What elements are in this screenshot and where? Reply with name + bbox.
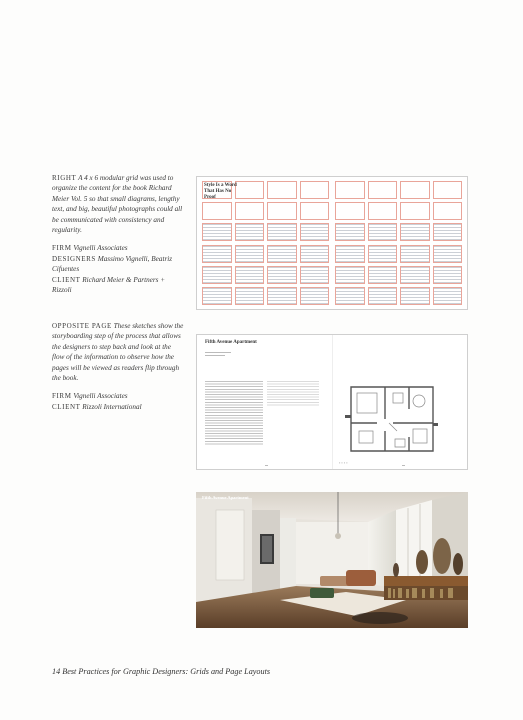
grid-text-block: [369, 267, 397, 283]
grid-text-block: [336, 224, 364, 240]
credit-designers: DESIGNERS Massimo Vignelli, Beatriz Cifuentes: [52, 254, 173, 274]
grid-page-right: [335, 181, 462, 305]
grid-text-block: [203, 224, 231, 240]
grid-module: [433, 181, 463, 199]
layout-spread-title: Fifth Avenue Apartment: [205, 340, 257, 345]
grid-module: [267, 181, 297, 199]
caption-right: [52, 173, 184, 295]
caption-opposite: [52, 321, 184, 412]
grid-spread-title: Style Is a Word That Has No Proof: [204, 183, 237, 200]
grid-text-block: [369, 288, 397, 304]
grid-module: [433, 202, 463, 220]
grid-text-block: [301, 288, 329, 304]
grid-text-block: [203, 267, 231, 283]
body-text-block: [205, 381, 263, 445]
grid-text-block: [301, 246, 329, 262]
grid-text-block: [301, 224, 329, 240]
grid-text-block: [336, 246, 364, 262]
grid-module: [400, 181, 430, 199]
grid-text-block: [434, 288, 462, 304]
grid-text-block: [268, 246, 296, 262]
floor-plan-drawing: [345, 379, 441, 461]
grid-module: [300, 181, 330, 199]
grid-text-block: [268, 288, 296, 304]
grid-text-block: [369, 246, 397, 262]
grid-module: [202, 202, 232, 220]
grid-text-block: [236, 246, 264, 262]
grid-text-block: [401, 246, 429, 262]
grid-module: [368, 202, 398, 220]
spread-fold: [332, 335, 333, 469]
grid-module: [235, 181, 265, 199]
scale-marks: ▪ ▪ ▪ ▪: [339, 460, 348, 465]
interior-photograph: [196, 492, 468, 628]
grid-text-block: [401, 288, 429, 304]
grid-text-block: [236, 267, 264, 283]
grid-text-block: [336, 267, 364, 283]
grid-module: [335, 181, 365, 199]
meta-lines: [205, 352, 231, 356]
caption-lead: OPPOSITE PAGE: [52, 322, 112, 330]
grid-text-block: [236, 288, 264, 304]
credit-firm: FIRM Vignelli Associates: [52, 392, 128, 401]
layout-spread-image: [196, 334, 468, 470]
grid-module: [300, 202, 330, 220]
folio-mark: [265, 465, 268, 466]
caption-lead: RIGHT: [52, 174, 77, 182]
apartment-photo: [196, 492, 468, 628]
grid-text-block: [203, 246, 231, 262]
page-footer: 14 Best Practices for Graphic Designers: Grids and Page Layouts: [52, 667, 271, 676]
grid-text-block: [369, 224, 397, 240]
grid-text-block: [268, 224, 296, 240]
grid-text-block: [401, 224, 429, 240]
photo-overlay-title: Fifth Avenue Apartment: [202, 495, 249, 500]
caption-text: A 4 x 6 modular grid was used to organize the content for the book Richard Meier Vol. 5 so that small diagrams, lengthy text, and big, beautiful photographs could all be communicated with consistency and regularity.: [52, 174, 183, 235]
grid-module: [368, 181, 398, 199]
grid-module: [267, 202, 297, 220]
folio-mark: [402, 465, 405, 466]
credit-client: CLIENT Richard Meier & Partners + Rizzoli: [52, 275, 166, 295]
grid-module: [235, 202, 265, 220]
grid-text-block: [336, 288, 364, 304]
body-text-block: [267, 381, 319, 407]
grid-module: [400, 202, 430, 220]
grid-text-block: [434, 267, 462, 283]
grid-text-block: [203, 288, 231, 304]
grid-text-block: [268, 267, 296, 283]
grid-text-block: [434, 224, 462, 240]
credits: [52, 391, 184, 412]
grid-text-block: [236, 224, 264, 240]
credits: [52, 243, 184, 295]
grid-text-block: [434, 246, 462, 262]
grid-module: [335, 202, 365, 220]
caption-text: These sketches show the storyboarding step of the process that allows the designers to step back and look at the flow of the information to observe how the pages will be viewed as readers flip through the book.: [52, 322, 184, 383]
credit-client: CLIENT Rizzoli International: [52, 402, 142, 411]
grid-text-block: [401, 267, 429, 283]
grid-text-block: [301, 267, 329, 283]
grid-spread-image: [196, 176, 468, 310]
credit-firm: FIRM Vignelli Associates: [52, 244, 128, 253]
